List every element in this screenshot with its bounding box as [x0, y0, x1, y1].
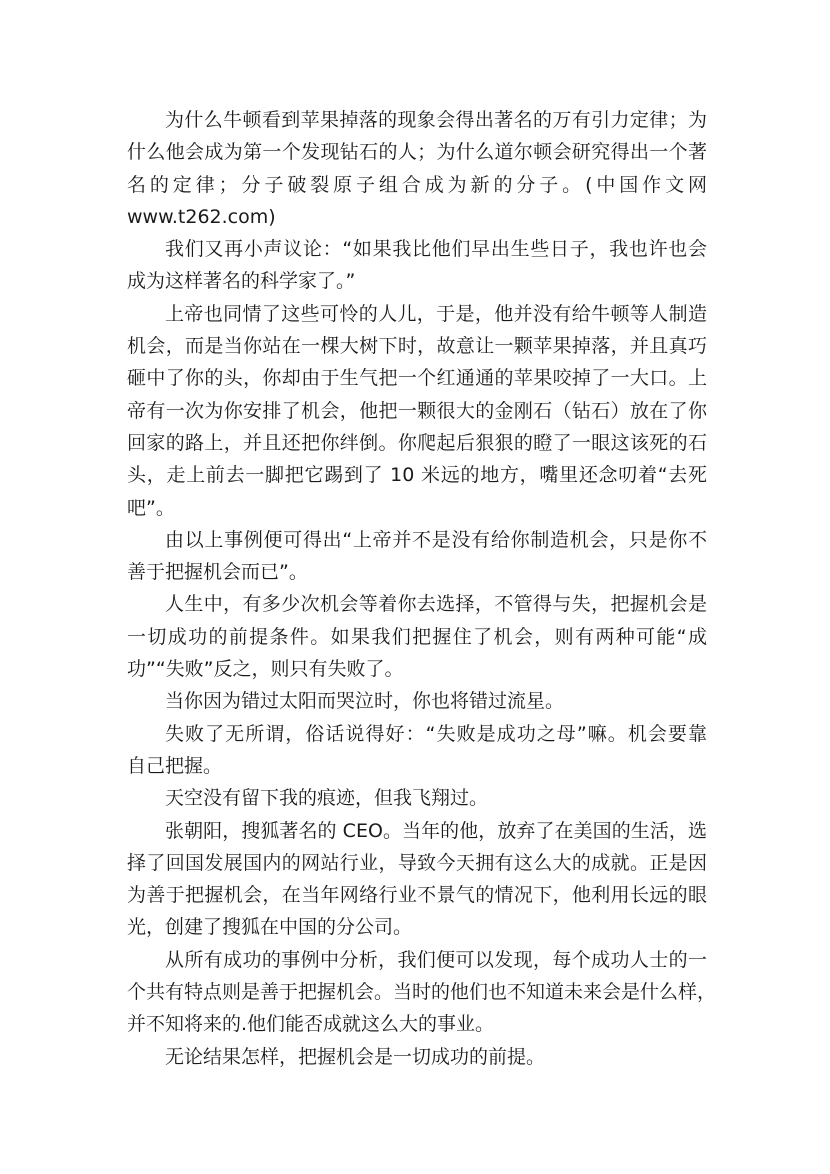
text-line: 机会，而是当你站在一棵大树下时，故意让一颗苹果掉落，并且真巧: [127, 335, 707, 358]
text-line: 头，走上前去一脚把它踢到了 10 米远的地方，嘴里还念叨着“去死: [127, 464, 707, 487]
text-line: 张朝阳，搜狐著名的 CEO。当年的他，放弃了在美国的生活，选: [165, 819, 707, 842]
text-line: 失败了无所谓，俗话说得好：“失败是成功之母”嘛。机会要靠: [165, 722, 707, 745]
paragraph-8: [127, 782, 707, 814]
text-line: 帝有一次为你安排了机会，他把一颗很大的金刚石（钻石）放在了你: [127, 399, 707, 422]
text-line: 择了回国发展国内的网站行业，导致今天拥有这么大的成就。正是因: [127, 851, 707, 874]
text-line: 我们又再小声议论：“如果我比他们早出生些日子，我也许也会: [165, 238, 707, 261]
paragraph-9: [127, 815, 707, 944]
text-line: www.t262.com): [127, 205, 276, 228]
text-line: 自己把握。: [127, 754, 223, 777]
text-line: 并不知将来的.他们能否成就这么大的事业。: [127, 1013, 495, 1036]
text-line: 砸中了你的头，你却由于生气把一个红通通的苹果咬掉了一大口。上: [127, 367, 707, 390]
paragraph-2: [127, 233, 707, 298]
text-line: 吧”。: [127, 496, 175, 519]
paragraph-6: [127, 685, 707, 717]
text-line: 由以上事例便可得出“上帝并不是没有给你制造机会，只是你不: [165, 528, 707, 551]
text-line: 功”“失败”反之，则只有失败了。: [127, 658, 404, 681]
paragraph-5: [127, 588, 707, 685]
text-line: 成为这样著名的科学家了。”: [127, 270, 356, 293]
text-line: 人生中，有多少次机会等着你去选择，不管得与失，把握机会是: [165, 593, 707, 616]
text-line: 无论结果怎样，把握机会是一切成功的前提。: [165, 1045, 546, 1068]
text-line: 一切成功的前提条件。如果我们把握住了机会，则有两种可能“成: [127, 625, 707, 648]
paragraph-11: [127, 1041, 707, 1073]
text-line: 为什么牛顿看到苹果掉落的现象会得出著名的万有引力定律；为: [165, 109, 707, 131]
paragraph-10: [127, 944, 717, 1041]
text-line: 上帝也同情了这些可怜的人儿，于是，他并没有给牛顿等人制造: [165, 302, 707, 325]
text-line: 光，创建了搜狐在中国的分公司。: [127, 916, 413, 939]
paragraph-4: [127, 524, 707, 589]
text-line: 为善于把握机会，在当年网络行业不景气的情况下，他利用长远的眼: [127, 884, 707, 907]
text-line: 名的定律；分子破裂原子组合成为新的分子。(中国作文网: [127, 173, 707, 196]
text-line: 天空没有留下我的痕迹，但我飞翔过。: [165, 787, 489, 810]
text-line: 回家的路上，并且还把你绊倒。你爬起后狠狠的瞪了一眼这该死的石: [127, 431, 707, 454]
paragraph-1: [127, 104, 707, 233]
text-line: 什么他会成为第一个发现钻石的人；为什么道尔顿会研究得出一个著: [127, 141, 707, 164]
paragraph-3: [127, 298, 707, 524]
text-line: 从所有成功的事例中分析，我们便可以发现，每个成功人士的一: [165, 948, 707, 971]
paragraph-7: [127, 718, 707, 783]
text-line: 个共有特点则是善于把握机会。当时的他们也不知道未来会是什么样，: [127, 981, 717, 1004]
text-line: 善于把握机会而已”。: [127, 561, 308, 584]
text-line: 当你因为错过太阳而哭泣时，你也将错过流星。: [165, 690, 565, 713]
document-page: [127, 104, 717, 1073]
